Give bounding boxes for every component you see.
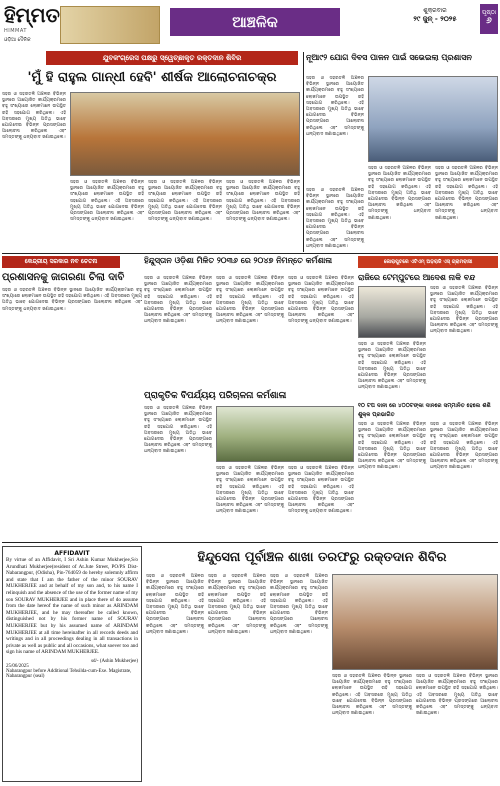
lead-headline: 'ମୁଁ ହି ରାହୁଲ ଗାନ୍ଧୀ ହେବି' ଶୀର୍ଷକ ଆଲୋଚନାଚକ୍ର (27, 70, 277, 85)
ribbon-top: ଯୁବକଂଗ୍ରେସ ପକ୍ଷରୁ ସ୍ୱେଚ୍ଛାକୃତ ରକ୍ତଦାନ ଶିବିର (46, 51, 298, 65)
bottom-column-5: ସହର ଓ ସହରତଳି ଅଞ୍ଚଳର ବିଭିନ୍ନ ସ୍ଥାନରେ ଆୟୋଜିତ କାର୍ଯ୍ୟକ୍ରମରେ ବହୁ ସଂଖ୍ୟାରେ ଲୋକମାନେ ଉପସ୍ଥିତ ରହି ସହଯୋଗ କରିଥିଲେ। ଏହି ଅବସରରେ ମୁଖ୍ୟ ଅତିଥି ଭାବେ ଯୋଗଦେଇ ବିଭିନ୍ନ ପ୍ରସଙ୍ଗରେ ଆଲୋଚନା କରିଥିଲେ ଏବଂ ସମସ୍ତଙ୍କୁ ଧନ୍ୟବାଦ ଜଣାଇଥିଲେ। (416, 674, 498, 717)
env-column-2: ସହର ଓ ସହରତଳି ଅଞ୍ଚଳର ବିଭିନ୍ନ ସ୍ଥାନରେ ଆୟୋଜିତ କାର୍ଯ୍ୟକ୍ରମରେ ବହୁ ସଂଖ୍ୟାରେ ଲୋକମାନେ ଉପସ୍ଥିତ ରହି ସହଯୋଗ କରିଥିଲେ। ଏହି ଅବସରରେ ମୁଖ୍ୟ ଅତିଥି ଭାବେ ଯୋଗଦେଇ ବିଭିନ୍ନ ପ୍ରସଙ୍ଗରେ ଆଲୋଚନା କରିଥିଲେ ଏବଂ ସମସ୍ତଙ୍କୁ ଧନ୍ୟବାଦ ଜଣାଇଥିଲେ। (216, 466, 284, 515)
page-number: ୬ (486, 16, 492, 26)
newspaper-logo (4, 2, 60, 36)
right-top-column-4: ସହର ଓ ସହରତଳି ଅଞ୍ଚଳର ବିଭିନ୍ନ ସ୍ଥାନରେ ଆୟୋଜିତ କାର୍ଯ୍ୟକ୍ରମରେ ବହୁ ସଂଖ୍ୟାରେ ଲୋକମାନେ ଉପସ୍ଥିତ ରହି ସହଯୋଗ କରିଥିଲେ। ଏହି ଅବସରରେ ମୁଖ୍ୟ ଅତିଥି ଭାବେ ଯୋଗଦେଇ ବିଭିନ୍ନ ପ୍ରସଙ୍ଗରେ ଆଲୋଚନା କରିଥିଲେ ଏବଂ ସମସ୍ତଙ୍କୁ ଧନ୍ୟବାଦ ଜଣାଇଥିଲେ। (306, 188, 364, 249)
mid-right-column-2: ସହର ଓ ସହରତଳି ଅଞ୍ଚଳର ବିଭିନ୍ନ ସ୍ଥାନରେ ଆୟୋଜିତ କାର୍ଯ୍ୟକ୍ରମରେ ବହୁ ସଂଖ୍ୟାରେ ଲୋକମାନେ ଉପସ୍ଥିତ ରହି ସହଯୋଗ କରିଥିଲେ। ଏହି ଅବସରରେ ମୁଖ୍ୟ ଅତିଥି ଭାବେ ଯୋଗଦେଇ ବିଭିନ୍ନ ପ୍ରସଙ୍ଗରେ ଆଲୋଚନା କରିଥିଲେ ଏବଂ ସମସ୍ତଙ୍କୁ ଧନ୍ୟବାଦ ଜଣାଇଥିଲେ। (358, 342, 426, 391)
blood-donation-photo (332, 574, 498, 670)
bottom-column-1: ସହର ଓ ସହରତଳି ଅଞ୍ଚଳର ବିଭିନ୍ନ ସ୍ଥାନରେ ଆୟୋଜିତ କାର୍ଯ୍ୟକ୍ରମରେ ବହୁ ସଂଖ୍ୟାରେ ଲୋକମାନେ ଉପସ୍ଥିତ ରହି ସହଯୋଗ କରିଥିଲେ। ଏହି ଅବସରରେ ମୁଖ୍ୟ ଅତିଥି ଭାବେ ଯୋଗଦେଇ ବିଭିନ୍ନ ପ୍ରସଙ୍ଗରେ ଆଲୋଚନା କରିଥିଲେ ଏବଂ ସମସ୍ତଙ୍କୁ ଧନ୍ୟବାଦ ଜଣାଇଥିଲେ। (146, 574, 204, 635)
bottom-column-4: ସହର ଓ ସହରତଳି ଅଞ୍ଚଳର ବିଭିନ୍ନ ସ୍ଥାନରେ ଆୟୋଜିତ କାର୍ଯ୍ୟକ୍ରମରେ ବହୁ ସଂଖ୍ୟାରେ ଲୋକମାନେ ଉପସ୍ଥିତ ରହି ସହଯୋଗ କରିଥିଲେ। ଏହି ଅବସରରେ ମୁଖ୍ୟ ଅତିଥି ଭାବେ ଯୋଗଦେଇ ବିଭିନ୍ନ ପ୍ରସଙ୍ଗରେ ଆଲୋଚନା କରିଥିଲେ ଏବଂ ସମସ୍ତଙ୍କୁ ଧନ୍ୟବାଦ ଜଣାଇଥିଲେ। (332, 674, 412, 717)
center-headline: ହିନ୍ଦୁସ୍ତାନ ଓଡ଼ିଶା ମିଳିତ ୨୦୩୬ ରେ ୨୦୪୭ ନିମନ୍ତେ କର୍ମଶାଳା (144, 255, 333, 265)
affidavit-sign: sd/- (Ashin Mukherjee) (91, 658, 138, 664)
bottom-column-3: ସହର ଓ ସହରତଳି ଅଞ୍ଚଳର ବିଭିନ୍ନ ସ୍ଥାନରେ ଆୟୋଜିତ କାର୍ଯ୍ୟକ୍ରମରେ ବହୁ ସଂଖ୍ୟାରେ ଲୋକମାନେ ଉପସ୍ଥିତ ରହି ସହଯୋଗ କରିଥିଲେ। ଏହି ଅବସରରେ ମୁଖ୍ୟ ଅତିଥି ଭାବେ ଯୋଗଦେଇ ବିଭିନ୍ନ ପ୍ରସଙ୍ଗରେ ଆଲୋଚନା କରିଥିଲେ ଏବଂ ସମସ୍ତଙ୍କୁ ଧନ୍ୟବାଦ ଜଣାଇଥିଲେ। (270, 574, 328, 635)
env-column-1: ସହର ଓ ସହରତଳି ଅଞ୍ଚଳର ବିଭିନ୍ନ ସ୍ଥାନରେ ଆୟୋଜିତ କାର୍ଯ୍ୟକ୍ରମରେ ବହୁ ସଂଖ୍ୟାରେ ଲୋକମାନେ ଉପସ୍ଥିତ ରହି ସହଯୋଗ କରିଥିଲେ। ଏହି ଅବସରରେ ମୁଖ୍ୟ ଅତିଥି ଭାବେ ଯୋଗଦେଇ ବିଭିନ୍ନ ପ୍ରସଙ୍ଗରେ ଆଲୋଚନା କରିଥିଲେ ଏବଂ ସମସ୍ତଙ୍କୁ ଧନ୍ୟବାଦ ଜଣାଇଥିଲେ। (144, 406, 212, 455)
mid-right-column-1: ସହର ଓ ସହରତଳି ଅଞ୍ଚଳର ବିଭିନ୍ନ ସ୍ଥାନରେ ଆୟୋଜିତ କାର୍ଯ୍ୟକ୍ରମରେ ବହୁ ସଂଖ୍ୟାରେ ଲୋକମାନେ ଉପସ୍ଥିତ ରହି ସହଯୋଗ କରିଥିଲେ। ଏହି ଅବସରରେ ମୁଖ୍ୟ ଅତିଥି ଭାବେ ଯୋଗଦେଇ ବିଭିନ୍ନ ପ୍ରସଙ୍ଗରେ ଆଲୋଚନା କରିଥିଲେ ଏବଂ ସମସ୍ତଙ୍କୁ ଧନ୍ୟବାଦ ଜଣାଇଥିଲେ। (430, 286, 498, 335)
center-column-1: ସହର ଓ ସହରତଳି ଅଞ୍ଚଳର ବିଭିନ୍ନ ସ୍ଥାନରେ ଆୟୋଜିତ କାର୍ଯ୍ୟକ୍ରମରେ ବହୁ ସଂଖ୍ୟାରେ ଲୋକମାନେ ଉପସ୍ଥିତ ରହି ସହଯୋଗ କରିଥିଲେ। ଏହି ଅବସରରେ ମୁଖ୍ୟ ଅତିଥି ଭାବେ ଯୋଗଦେଇ ବିଭିନ୍ନ ପ୍ରସଙ୍ଗରେ ଆଲୋଚନା କରିଥିଲେ ଏବଂ ସମସ୍ତଙ୍କୁ ଧନ୍ୟବାଦ ଜଣାଇଥିଲେ। (144, 276, 212, 325)
env-headline: ପ୍ରାକୃତିକ ବିପର୍ଯ୍ୟୟ ପରିଚାଳନା କର୍ମଶାଳା (144, 391, 287, 401)
affidavit-date: 25/06/2025 (6, 663, 29, 669)
bottom-headline: ହିନ୍ଦୁସେନା ପୂର୍ବାଞ୍ଚଳ ଶାଖା ତରଫରୁ ରକ୍ତଦାନ ଶିବିର (197, 550, 447, 565)
right-low-column-2: ସହର ଓ ସହରତଳି ଅଞ୍ଚଳର ବିଭିନ୍ନ ସ୍ଥାନରେ ଆୟୋଜିତ କାର୍ଯ୍ୟକ୍ରମରେ ବହୁ ସଂଖ୍ୟାରେ ଲୋକମାନେ ଉପସ୍ଥିତ ରହି ସହଯୋଗ କରିଥିଲେ। ଏହି ଅବସରରେ ମୁଖ୍ୟ ଅତିଥି ଭାବେ ଯୋଗଦେଇ ବିଭିନ୍ନ ପ୍ରସଙ୍ଗରେ ଆଲୋଚନା କରିଥିଲେ ଏବଂ ସମସ୍ତଙ୍କୁ ଧନ୍ୟବାଦ ଜଣାଇଥିଲେ। (430, 422, 498, 471)
right-top-column-3: ସହର ଓ ସହରତଳି ଅଞ୍ଚଳର ବିଭିନ୍ନ ସ୍ଥାନରେ ଆୟୋଜିତ କାର୍ଯ୍ୟକ୍ରମରେ ବହୁ ସଂଖ୍ୟାରେ ଲୋକମାନେ ଉପସ୍ଥିତ ରହି ସହଯୋଗ କରିଥିଲେ। ଏହି ଅବସରରେ ମୁଖ୍ୟ ଅତିଥି ଭାବେ ଯୋଗଦେଇ ବିଭିନ୍ନ ପ୍ରସଙ୍ଗରେ ଆଲୋଚନା କରିଥିଲେ ଏବଂ ସମସ୍ତଙ୍କୁ ଧନ୍ୟବାଦ ଜଣାଇଥିଲେ। (435, 166, 498, 221)
right-top-column-1: ସହର ଓ ସହରତଳି ଅଞ୍ଚଳର ବିଭିନ୍ନ ସ୍ଥାନରେ ଆୟୋଜିତ କାର୍ଯ୍ୟକ୍ରମରେ ବହୁ ସଂଖ୍ୟାରେ ଲୋକମାନେ ଉପସ୍ଥିତ ରହି ସହଯୋଗ କରିଥିଲେ। ଏହି ଅବସରରେ ମୁଖ୍ୟ ଅତିଥି ଭାବେ ଯୋଗଦେଇ ବିଭିନ୍ନ ପ୍ରସଙ୍ଗରେ ଆଲୋଚନା କରିଥିଲେ ଏବଂ ସମସ୍ତଙ୍କୁ ଧନ୍ୟବାଦ ଜଣାଇଥିଲେ। (306, 76, 364, 137)
divider-bottom (2, 542, 498, 543)
lead-column-3: ସହର ଓ ସହରତଳି ଅଞ୍ଚଳର ବିଭିନ୍ନ ସ୍ଥାନରେ ଆୟୋଜିତ କାର୍ଯ୍ୟକ୍ରମରେ ବହୁ ସଂଖ୍ୟାରେ ଲୋକମାନେ ଉପସ୍ଥିତ ରହି ସହଯୋଗ କରିଥିଲେ। ଏହି ଅବସରରେ ମୁଖ୍ୟ ଅତିଥି ଭାବେ ଯୋଗଦେଇ ବିଭିନ୍ନ ପ୍ରସଙ୍ଗରେ ଆଲୋଚନା କରିଥିଲେ ଏବଂ ସମସ୍ତଙ୍କୁ ଧନ୍ୟବାଦ ଜଣାଇଥିଲେ। (148, 180, 222, 223)
banner-photo (60, 6, 160, 44)
mid-right-headline: ରାଜିରେ ଟେମ୍ପୁଟରେ ଆଦେଶ ନାକି ବନ୍ଦ (358, 272, 476, 282)
affidavit-heading: AFFIDAVIT (54, 550, 90, 557)
ribbon-mid-left: କେନ୍ଦ୍ରୀୟ ସରକାର ନବ ଚେତନା (2, 256, 120, 268)
mid-left-column: ସହର ଓ ସହରତଳି ଅଞ୍ଚଳର ବିଭିନ୍ନ ସ୍ଥାନରେ ଆୟୋଜିତ କାର୍ଯ୍ୟକ୍ରମରେ ବହୁ ସଂଖ୍ୟାରେ ଲୋକମାନେ ଉପସ୍ଥିତ ରହି ସହଯୋଗ କରିଥିଲେ। ଏହି ଅବସରରେ ମୁଖ୍ୟ ଅତିଥି ଭାବେ ଯୋଗଦେଇ ବିଭିନ୍ନ ପ୍ରସଙ୍ଗରେ ଆଲୋଚନା କରିଥିଲେ ଏବଂ ସମସ୍ତଙ୍କୁ ଧନ୍ୟବାଦ ଜଣାଇଥିଲେ। (2, 288, 142, 312)
page-badge (480, 4, 498, 34)
issue-date: ୨୯ ଜୁନ୍ - ୨୦୨୫ (413, 15, 457, 23)
right-low-column-1: ସହର ଓ ସହରତଳି ଅଞ୍ଚଳର ବିଭିନ୍ନ ସ୍ଥାନରେ ଆୟୋଜିତ କାର୍ଯ୍ୟକ୍ରମରେ ବହୁ ସଂଖ୍ୟାରେ ଲୋକମାନେ ଉପସ୍ଥିତ ରହି ସହଯୋଗ କରିଥିଲେ। ଏହି ଅବସରରେ ମୁଖ୍ୟ ଅତିଥି ଭାବେ ଯୋଗଦେଇ ବିଭିନ୍ନ ପ୍ରସଙ୍ଗରେ ଆଲୋଚନା କରିଥିଲେ ଏବଂ ସମସ୍ତଙ୍କୁ ଧନ୍ୟବାଦ ଜଣାଇଥିଲେ। (358, 422, 426, 471)
affidavit-body: By virtue of an Affidavit, I Sri Ashin Kumar Mukherjee,S/o Arundhati Mukherjee(resident of At.Jute Street, PO/PS Dist-Nabarangpur, (Odisha), Pin-764059 do hereby solemnly affirm and state that I am the father of the minor SOURAV MUKHERJEE and at behalf of my son and, to his name I relinquish and the absence of the use of the former name of my son SOURAV MUKHERJEE and in place there of do assume from the date hereof the name of such minor as ARINDAM MUKHERJEE, and he may thereafter be called known, distinguished not by his former name of SOURAV MUKHERJEE but by his assumed name of ARINDAM MUKHERJEE at all time hereinafter in all records deeds and writings and in all proceedings dealing in all transactions in private as well as public and all occasions, what soever too and sign his name of ARINDAM MUKHERJEE. (6, 557, 138, 656)
bottom-column-2: ସହର ଓ ସହରତଳି ଅଞ୍ଚଳର ବିଭିନ୍ନ ସ୍ଥାନରେ ଆୟୋଜିତ କାର୍ଯ୍ୟକ୍ରମରେ ବହୁ ସଂଖ୍ୟାରେ ଲୋକମାନେ ଉପସ୍ଥିତ ରହି ସହଯୋଗ କରିଥିଲେ। ଏହି ଅବସରରେ ମୁଖ୍ୟ ଅତିଥି ଭାବେ ଯୋଗଦେଇ ବିଭିନ୍ନ ପ୍ରସଙ୍ଗରେ ଆଲୋଚନା କରିଥିଲେ ଏବଂ ସମସ୍ତଙ୍କୁ ଧନ୍ୟବାଦ ଜଣାଇଥିଲେ। (208, 574, 266, 635)
vehicle-photo (358, 286, 426, 338)
right-low-headline: ୧୦ ଟପ ଦାନୀ ରେ ୪୦୦ଟଙ୍କା ଦାନରେ ସମ୍ମାନିତ ହେଲେ ଶଶି ଶୁକ୍ଳ ପ୍ରଭାଗିତ (358, 403, 491, 418)
right-top-headline: ନୂଆ୯୨ ଯୋଗ ଦିବସ ପାଳନ ପାଇଁ ସଭେଇଲା ପ୍ରଶାସନ (306, 52, 472, 62)
affidavit-place: Nabarangpur before Additional Tehsilda-cum-Exe. Magistrate, Nabarangpur (seal) (6, 668, 132, 679)
divider-top-vertical (303, 52, 304, 252)
lead-column-1: ସହର ଓ ସହରତଳି ଅଞ୍ଚଳର ବିଭିନ୍ନ ସ୍ଥାନରେ ଆୟୋଜିତ କାର୍ଯ୍ୟକ୍ରମରେ ବହୁ ସଂଖ୍ୟାରେ ଲୋକମାନେ ଉପସ୍ଥିତ ରହି ସହଯୋଗ କରିଥିଲେ। ଏହି ଅବସରରେ ମୁଖ୍ୟ ଅତିଥି ଭାବେ ଯୋଗଦେଇ ବିଭିନ୍ନ ପ୍ରସଙ୍ଗରେ ଆଲୋଚନା କରିଥିଲେ ଏବଂ ସମସ୍ତଙ୍କୁ ଧନ୍ୟବାଦ ଜଣାଇଥିଲେ। (2, 92, 66, 141)
env-column-3: ସହର ଓ ସହରତଳି ଅଞ୍ଚଳର ବିଭିନ୍ନ ସ୍ଥାନରେ ଆୟୋଜିତ କାର୍ଯ୍ୟକ୍ରମରେ ବହୁ ସଂଖ୍ୟାରେ ଲୋକମାନେ ଉପସ୍ଥିତ ରହି ସହଯୋଗ କରିଥିଲେ। ଏହି ଅବସରରେ ମୁଖ୍ୟ ଅତିଥି ଭାବେ ଯୋଗଦେଇ ବିଭିନ୍ନ ପ୍ରସଙ୍ଗରେ ଆଲୋଚନା କରିଥିଲେ ଏବଂ ସମସ୍ତଙ୍କୁ ଧନ୍ୟବାଦ ଜଣାଇଥିଲେ। (288, 466, 354, 515)
center-column-2: ସହର ଓ ସହରତଳି ଅଞ୍ଚଳର ବିଭିନ୍ନ ସ୍ଥାନରେ ଆୟୋଜିତ କାର୍ଯ୍ୟକ୍ରମରେ ବହୁ ସଂଖ୍ୟାରେ ଲୋକମାନେ ଉପସ୍ଥିତ ରହି ସହଯୋଗ କରିଥିଲେ। ଏହି ଅବସରରେ ମୁଖ୍ୟ ଅତିଥି ଭାବେ ଯୋଗଦେଇ ବିଭିନ୍ନ ପ୍ରସଙ୍ଗରେ ଆଲୋଚନା କରିଥିଲେ ଏବଂ ସମସ୍ତଙ୍କୁ ଧନ୍ୟବାଦ ଜଣାଇଥିଲେ। (216, 276, 284, 325)
logo-subtext: HIMMAT (4, 28, 27, 34)
center-column-3: ସହର ଓ ସହରତଳି ଅଞ୍ଚଳର ବିଭିନ୍ନ ସ୍ଥାନରେ ଆୟୋଜିତ କାର୍ଯ୍ୟକ୍ରମରେ ବହୁ ସଂଖ୍ୟାରେ ଲୋକମାନେ ଉପସ୍ଥିତ ରହି ସହଯୋଗ କରିଥିଲେ। ଏହି ଅବସରରେ ମୁଖ୍ୟ ଅତିଥି ଭାବେ ଯୋଗଦେଇ ବିଭିନ୍ନ ପ୍ରସଙ୍ଗରେ ଆଲୋଚନା କରିଥିଲେ ଏବଂ ସମସ୍ତଙ୍କୁ ଧନ୍ୟବାଦ ଜଣାଇଥିଲେ। (288, 276, 354, 325)
section-title: ଆଞ୍ଚଳିକ (170, 8, 340, 36)
workshop-photo (216, 406, 354, 462)
mid-left-headline: ପ୍ରଶାସନକୁ ଜାଗରଣା ଚିଲା ଦାବି (2, 272, 125, 283)
lead-photo (70, 92, 300, 176)
lead-column-4: ସହର ଓ ସହରତଳି ଅଞ୍ଚଳର ବିଭିନ୍ନ ସ୍ଥାନରେ ଆୟୋଜିତ କାର୍ଯ୍ୟକ୍ରମରେ ବହୁ ସଂଖ୍ୟାରେ ଲୋକମାନେ ଉପସ୍ଥିତ ରହି ସହଯୋଗ କରିଥିଲେ। ଏହି ଅବସରରେ ମୁଖ୍ୟ ଅତିଥି ଭାବେ ଯୋଗଦେଇ ବିଭିନ୍ନ ପ୍ରସଙ୍ଗରେ ଆଲୋଚନା କରିଥିଲେ ଏବଂ ସମସ୍ତଙ୍କୁ ଧନ୍ୟବାଦ ଜଣାଇଥିଲେ। (226, 180, 300, 223)
yoga-photo (368, 76, 498, 162)
tagline: ଓଡ଼ିଆ ଦୈନିକ (4, 37, 31, 43)
issue-day: ଶୁକ୍ରବାର (423, 7, 447, 14)
logo-text: ହିମ୍ମତ (4, 3, 60, 27)
date-box (390, 7, 480, 41)
lead-column-2: ସହର ଓ ସହରତଳି ଅଞ୍ଚଳର ବିଭିନ୍ନ ସ୍ଥାନରେ ଆୟୋଜିତ କାର୍ଯ୍ୟକ୍ରମରେ ବହୁ ସଂଖ୍ୟାରେ ଲୋକମାନେ ଉପସ୍ଥିତ ରହି ସହଯୋଗ କରିଥିଲେ। ଏହି ଅବସରରେ ମୁଖ୍ୟ ଅତିଥି ଭାବେ ଯୋଗଦେଇ ବିଭିନ୍ନ ପ୍ରସଙ୍ଗରେ ଆଲୋଚନା କରିଥିଲେ ଏବଂ ସମସ୍ତଙ୍କୁ ଧନ୍ୟବାଦ ଜଣାଇଥିଲେ। (70, 180, 144, 223)
divider-mid (2, 253, 498, 254)
masthead (0, 0, 500, 50)
ribbon-mid-right: କୋରାପୁଟରେ ଏଟିଏମ୍ ଅଡ଼ରାଜି ଏସ୍ ଗ୍ରାମବାସୀ (358, 256, 498, 268)
page-label: ପୃଷ୍ଠା (481, 9, 497, 16)
right-top-column-2: ସହର ଓ ସହରତଳି ଅଞ୍ଚଳର ବିଭିନ୍ନ ସ୍ଥାନରେ ଆୟୋଜିତ କାର୍ଯ୍ୟକ୍ରମରେ ବହୁ ସଂଖ୍ୟାରେ ଲୋକମାନେ ଉପସ୍ଥିତ ରହି ସହଯୋଗ କରିଥିଲେ। ଏହି ଅବସରରେ ମୁଖ୍ୟ ଅତିଥି ଭାବେ ଯୋଗଦେଇ ବିଭିନ୍ନ ପ୍ରସଙ୍ଗରେ ଆଲୋଚନା କରିଥିଲେ ଏବଂ ସମସ୍ତଙ୍କୁ ଧନ୍ୟବାଦ ଜଣାଇଥିଲେ। (368, 166, 431, 221)
affidavit-notice (2, 546, 142, 782)
